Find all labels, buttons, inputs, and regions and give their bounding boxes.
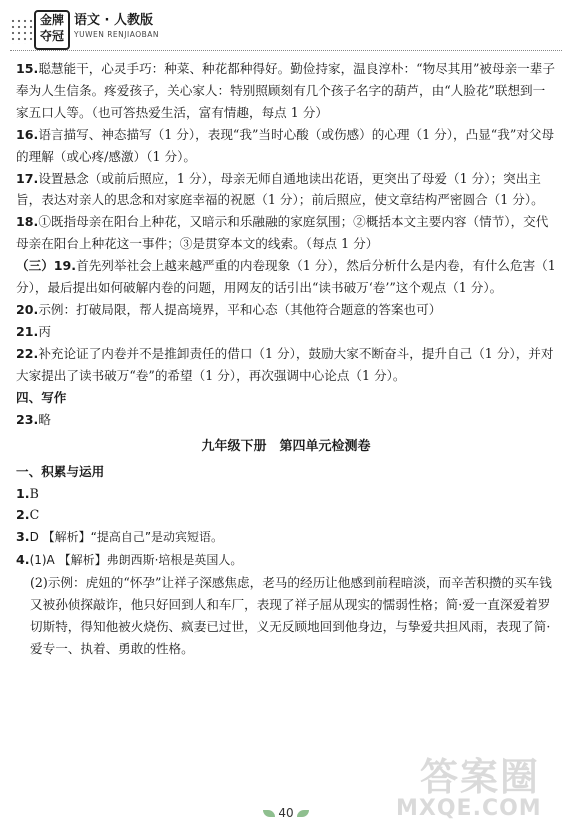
answer-item-20 (16, 299, 556, 321)
section-writing: 四、写作 (16, 389, 67, 405)
brand-top: 金牌 (39, 13, 64, 27)
item-text: 首先列举社会上越来越严重的内卷现象（1 分），然后分析什么是内卷，有什么危害（1 分），最后提出如何破解内卷的问题，用网友的话引出“读书破万‘卷’”这个观点（1 分）。 (16, 258, 556, 296)
item-number: 18. (16, 214, 39, 230)
item-text: B (29, 485, 39, 501)
item-text: (2)示例：虎妞的“怀孕”让祥子深感焦虑，老马的经历让他感到前程暗淡，而辛苦积攒的买车钱又被孙侦探敲诈，他只好回到人和车厂，表现了祥子屈从现实的懦弱性格；简·爱一直深爱着罗切斯特，得知他被火烧伤、疯妻已过世，义无反顾地回到他身边，与挚爱共担风雨，表现了简·爱专一、执着、勇敢的性格。 (30, 575, 552, 656)
answer-item-21 (16, 321, 556, 343)
item-text: (1)A 【解析】弗朗西斯·培根是英国人。 (29, 553, 243, 568)
header-divider (10, 50, 562, 51)
item-number: 16. (16, 126, 39, 142)
item-text: D 【解析】“提高自己”是动宾短语。 (29, 530, 224, 545)
answer-item-1 (16, 483, 556, 505)
item-number: 20. (16, 301, 39, 317)
item-text: 语言描写、神态描写（1 分），表现“我”当时心酸（或伤感）的心理（1 分），凸显“我”对父母的理解（或心疼/感激）（1 分）。 (16, 126, 555, 164)
brand-logo (34, 10, 70, 50)
item-number: 22. (16, 345, 39, 361)
answer-item-4 (16, 549, 556, 572)
item-number: 17. (16, 170, 39, 186)
answer-item-23 (16, 409, 556, 431)
answer-content (16, 58, 556, 660)
item-text: 丙 (38, 323, 51, 339)
answer-item-4-2 (16, 572, 556, 660)
watermark-bottom: MXQE.COM (396, 796, 542, 821)
item-text: 略 (38, 411, 51, 427)
unit-title: 九年级下册 第四单元检测卷 (201, 438, 371, 454)
answer-item-15 (16, 58, 556, 124)
answer-item-3 (16, 526, 556, 549)
section-accumulation: 一、积累与运用 (16, 463, 105, 479)
item-text: 聪慧能干，心灵手巧：种菜、种花都种得好。勤俭持家，温良淳朴：“物尽其用”被母亲一辈子奉为人生信条。疼爱孩子，关心家人：特别照顾刻有几个孩子名字的葫芦，由“人脸花”联想到一家五口人等。（也可答热爱生活，富有情趣，每点 1 分） (16, 61, 555, 120)
answer-item-16 (16, 124, 556, 168)
item-text: 示例：打破局限，帮人提高境界，平和心态（其他符合题意的答案也可） (38, 301, 442, 317)
item-number: 21. (16, 323, 39, 339)
answer-item-19 (16, 255, 556, 299)
subject-title: 语文 · 人教版 (74, 13, 153, 28)
page-number-text: 40 (278, 806, 294, 820)
item-text: C (29, 507, 40, 523)
item-text: 设置悬念（或前后照应，1 分），母亲无师自通地读出花语，更突出了母爱（1 分）；突出主旨，表达对亲人的思念和对家庭幸福的祝愿（1 分）；前后照应，使文章结构严密圆合（1 分）。 (16, 170, 544, 208)
answer-item-2 (16, 504, 556, 526)
item-number: （三）19. (16, 258, 77, 274)
leaf-left-icon (263, 810, 275, 817)
item-number: 2. (16, 507, 30, 523)
page-number (254, 806, 318, 820)
leaf-right-icon (297, 810, 309, 817)
item-number: 23. (16, 411, 39, 427)
item-text: ①既指母亲在阳台上种花，又暗示和乐融融的家庭氛围；②概括本文主要内容（情节），交代母亲在阳台上种花这一事件；③是贯穿本文的线索。（每点 1 分） (16, 214, 549, 252)
item-number: 4. (16, 552, 30, 568)
item-number: 3. (16, 529, 30, 545)
item-number: 15. (16, 61, 39, 76)
answer-item-18 (16, 211, 556, 255)
brand-bottom: 夺冠 (39, 29, 64, 43)
watermark-top: 答案圈 (420, 755, 541, 799)
page-header (10, 8, 562, 52)
subject-pinyin: YUWEN RENJIAOBAN (74, 30, 159, 39)
answer-item-17 (16, 168, 556, 212)
answer-item-22 (16, 343, 556, 387)
item-number: 1. (16, 485, 30, 501)
decorative-dots-icon (10, 18, 36, 44)
item-text: 补充论证了内卷并不是推卸责任的借口（1 分），鼓励大家不断奋斗，提升自己（1 分），并对大家提出了读书破万“卷”的希望（1 分），再次强调中心论点（1 分）。 (16, 345, 554, 383)
